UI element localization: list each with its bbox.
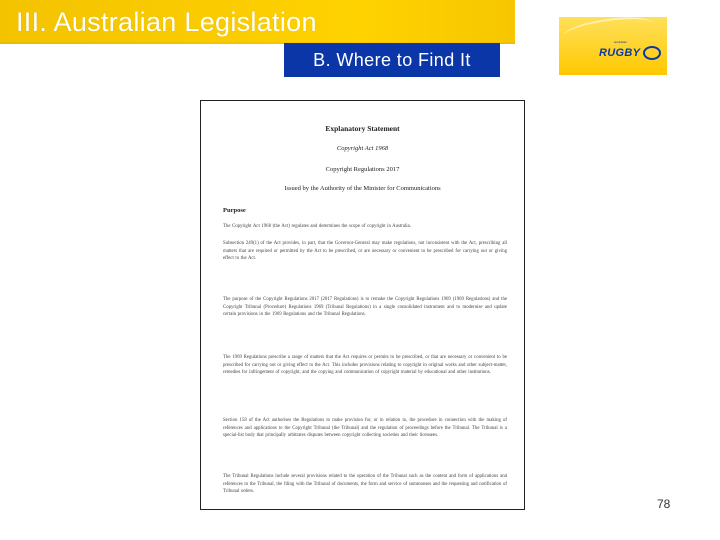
- slide-title: III. Australian Legislation: [16, 7, 317, 37]
- rugby-ball-icon: [643, 46, 661, 60]
- doc-paragraph: Section 158 of the Act authorises the Regulations to make provision for, or in relation to, the procedure in connection with the making of references and applications to the Copyright Tribunal (the Tribunal) and the regulation of proceedings before the Tribunal. The Tribunal is a special-list body that principally arbitrates disputes between copyright collecting societies and their licensees.: [223, 418, 507, 439]
- document-image: [200, 100, 525, 510]
- logo-swoosh: [562, 13, 654, 47]
- doc-paragraph: The Tribunal Regulations include several provisions related to the operation of the Tribunal such as the content and form of applications and references to the Tribunal, the filing with the Tribunal of documents, the form and service of summonses and the requesting and notification of Tribunal orders.: [223, 474, 507, 495]
- doc-act-title: Copyright Act 1968: [336, 145, 389, 152]
- doc-section-heading: Purpose: [223, 207, 246, 214]
- slide-subtitle: B. Where to Find It: [313, 50, 471, 70]
- rugby-logo: [559, 17, 667, 75]
- doc-regulations-title: Copyright Regulations 2017: [325, 166, 400, 173]
- doc-paragraph: Subsection 249(1) of the Act provides, in part, that the Governor-General may make regulations, not inconsistent with the Act, prescribing all matters that are required or permitted by the Act to be prescribed, or are necessary or convenient to be prescribed for carrying out or giving effect to the Act.: [223, 241, 507, 262]
- doc-issued-by: Issued by the Authority of the Minister for Communications: [284, 185, 441, 192]
- page-number: 78: [657, 497, 671, 511]
- title-bar: [0, 0, 515, 44]
- logo-word: RUGBY: [599, 47, 641, 59]
- doc-heading: Explanatory Statement: [325, 124, 400, 133]
- doc-paragraph: The purpose of the Copyright Regulations 2017 (2017 Regulations) is to remake the Copyright Regulations 1969 (1969 Regulations) and the Copyright Tribunal (Procedure) Regulations 1969 (Tribunal Regulations) in a single consolidated instrument and to modernise and update certain provisions in the 1969 Regulations and the Tribunal Regulations.: [223, 297, 507, 318]
- doc-paragraph: The Copyright Act 1968 (the Act) regulates and determines the scope of copyright in Australia.: [223, 224, 411, 229]
- subtitle-box: [284, 43, 500, 77]
- doc-paragraph: The 1969 Regulations prescribe a range of matters that the Act requires or permits to be prescribed, or that are necessary or convenient to be prescribed for carrying out or giving effect to the Act. This includes provisions relating to copyright in original works and other subject-matter, remedies for infringement of copyright, and the copying and communication of copyright material by educational and other institutions.: [223, 355, 507, 376]
- logo-small-text: australian: [614, 40, 628, 44]
